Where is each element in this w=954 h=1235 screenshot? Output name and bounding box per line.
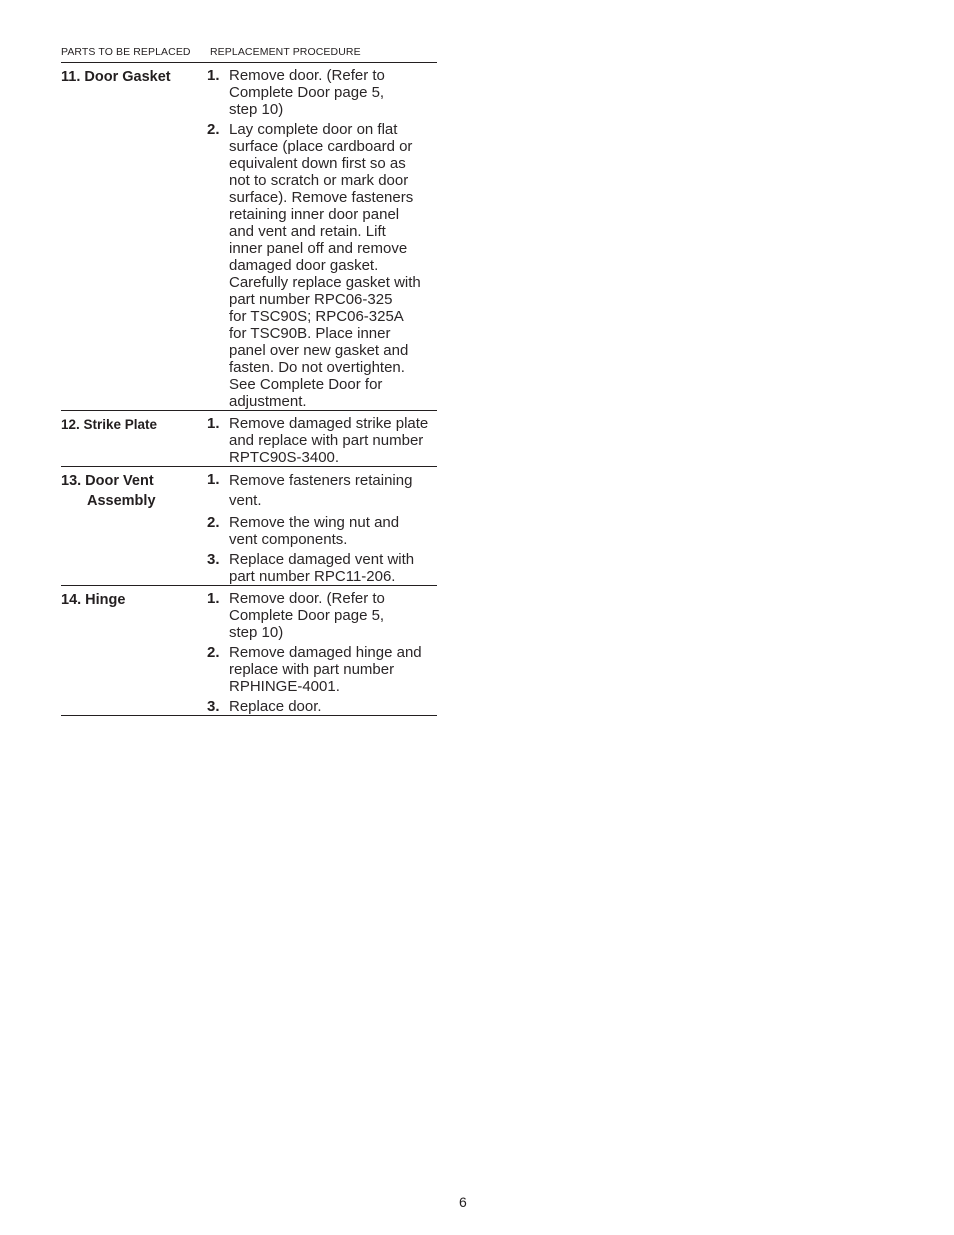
header-parts-to-be-replaced: PARTS TO BE REPLACED bbox=[61, 46, 191, 58]
part-name: 12. Strike Plate bbox=[61, 417, 158, 432]
step-text: Replace door. bbox=[229, 698, 322, 715]
step-number: 2. bbox=[207, 121, 220, 138]
replacement-table bbox=[61, 46, 437, 716]
step-number: 1. bbox=[207, 415, 220, 432]
part-row-hinge bbox=[61, 586, 437, 716]
step-text: Remove damaged hinge and replace with part number RPHINGE-4001. bbox=[229, 644, 422, 695]
step-number: 3. bbox=[207, 698, 220, 715]
step-text: Replace damaged vent with part number RPC11-206. bbox=[229, 551, 415, 585]
page-number: 6 bbox=[459, 1194, 467, 1210]
step-number: 2. bbox=[207, 514, 220, 531]
part-name bbox=[61, 471, 201, 585]
step-text: Remove the wing nut and vent components. bbox=[229, 514, 400, 548]
step-number: 1. bbox=[207, 471, 220, 488]
step-number: 1. bbox=[207, 590, 220, 607]
step-text: Remove door. (Refer to Complete Door page 5, step 10) bbox=[229, 590, 385, 641]
part-row-door-gasket bbox=[61, 63, 437, 411]
step-text: Remove damaged strike plate and replace with part number RPTC90S-3400. bbox=[229, 415, 429, 466]
part-name: 11. Door Gasket bbox=[61, 69, 171, 85]
step-text: Remove fasteners retaining vent. bbox=[229, 472, 413, 509]
step-number: 3. bbox=[207, 551, 220, 568]
procedure-step bbox=[207, 590, 437, 641]
part-name: 14. Hinge bbox=[61, 592, 126, 608]
step-number: 1. bbox=[207, 67, 220, 84]
part-name-line1: 13. Door Vent bbox=[61, 473, 154, 489]
procedure-step bbox=[207, 415, 437, 466]
procedure-step bbox=[207, 698, 437, 715]
procedure-steps bbox=[201, 67, 437, 410]
procedure-step bbox=[207, 551, 437, 585]
procedure-step bbox=[207, 644, 437, 695]
part-name-line2: Assembly bbox=[87, 493, 156, 509]
procedure-step bbox=[207, 471, 437, 511]
procedure-steps bbox=[201, 415, 437, 466]
procedure-step bbox=[207, 514, 437, 548]
part-row-door-vent-assembly bbox=[61, 467, 437, 586]
step-number: 2. bbox=[207, 644, 220, 661]
header-replacement-procedure: REPLACEMENT PROCEDURE bbox=[210, 46, 361, 58]
table-header bbox=[61, 46, 437, 63]
procedure-steps bbox=[201, 590, 437, 715]
procedure-steps bbox=[201, 471, 437, 585]
step-text: Lay complete door on flat surface (place cardboard or equivalent down first so as not to scratch or mark door surface). Remove fasteners retaining inner door panel and vent and retain. Lift inner panel off and remove damaged door gasket. Carefully replace gasket with part number RPC06-325 for TSC90S; RPC06-325A for TSC90B. Place inner panel over new gasket and fasten. Do not overtighten. See Complete Door for adjustment. bbox=[229, 121, 421, 410]
step-text: Remove door. (Refer to Complete Door page 5, step 10) bbox=[229, 67, 385, 118]
procedure-step bbox=[207, 121, 437, 410]
part-row-strike-plate bbox=[61, 411, 437, 467]
procedure-step bbox=[207, 67, 437, 118]
